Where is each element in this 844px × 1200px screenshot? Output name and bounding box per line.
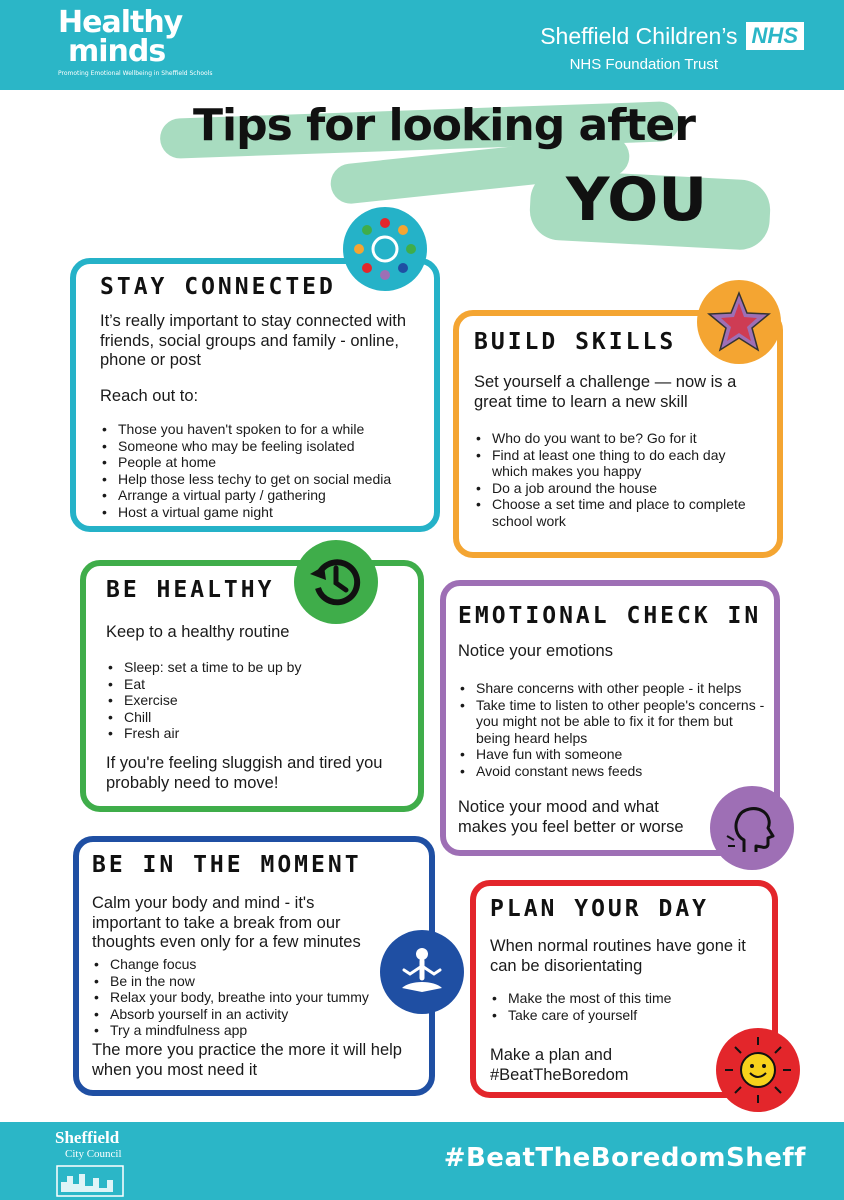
card-title: EMOTIONAL CHECK IN xyxy=(458,603,762,629)
list-item: • Find at least one thing to do each day which makes you happy xyxy=(474,447,764,480)
list-item: • Those you haven't spoken to for a while xyxy=(100,421,430,438)
card-lead-text: Calm your body and mind - it's important to take a break from our thoughts even only for a few minutes xyxy=(92,894,361,951)
healthy-minds-logo xyxy=(58,5,213,77)
list-item: • Fresh air xyxy=(106,725,406,742)
list-item: • Take care of yourself xyxy=(490,1007,760,1024)
list-item: • Take time to listen to other people's concerns - you might not be able to fix it for them but being heard helps xyxy=(458,697,768,747)
sheffield-city-council-logo xyxy=(55,1128,125,1198)
bullet-list-be-healthy xyxy=(106,659,406,742)
head-icon xyxy=(710,786,794,870)
nhs-badge: NHS xyxy=(746,22,804,50)
card-title: BE HEALTHY xyxy=(106,577,275,603)
list-item: • Share concerns with other people - it helps xyxy=(458,680,768,697)
list-item: • Who do you want to be? Go for it xyxy=(474,430,764,447)
bullet-list-emotional xyxy=(458,680,768,779)
card-lead-text: Keep to a healthy routine xyxy=(106,623,290,641)
list-item: • Someone who may be feeling isolated xyxy=(100,438,430,455)
card-footer-text: Make a plan and #BeatTheBoredom xyxy=(490,1046,629,1084)
list-item: • Choose a set time and place to complete school work xyxy=(474,496,764,529)
nhs-trust-logo xyxy=(540,22,804,73)
hashtag-text: #BeatTheBoredomSheff xyxy=(443,1143,806,1173)
page-title: Tips for looking after xyxy=(193,100,695,151)
card-footer-text: If you're feeling sluggish and tired you probably need to move! xyxy=(106,754,383,792)
list-item: • People at home xyxy=(100,454,430,471)
list-item: • Absorb yourself in an activity xyxy=(92,1006,382,1023)
list-item: • Arrange a virtual party / gathering xyxy=(100,487,430,504)
bullet-list-stay-connected xyxy=(100,421,430,520)
star-icon xyxy=(697,280,781,364)
list-item: • Help those less techy to get on social media xyxy=(100,471,430,488)
list-item: • Exercise xyxy=(106,692,406,709)
list-item: • Sleep: set a time to be up by xyxy=(106,659,406,676)
list-item: • Eat xyxy=(106,676,406,693)
list-item: • Be in the now xyxy=(92,973,382,990)
list-item: • Have fun with someone xyxy=(458,746,768,763)
card-title: STAY CONNECTED xyxy=(100,274,336,300)
card-lead-text: Set yourself a challenge — now is a great time to learn a new skill xyxy=(474,373,737,411)
card-lead-text: When normal routines have gone it can be disorientating xyxy=(490,937,746,975)
logo-line-1: Healthy xyxy=(58,5,183,40)
card-title: BUILD SKILLS xyxy=(474,329,677,355)
people-circle-icon xyxy=(343,207,427,291)
list-item: • Chill xyxy=(106,709,406,726)
list-item: • Do a job around the house xyxy=(474,480,764,497)
card-lead-text: Notice your emotions xyxy=(458,642,613,660)
trust-subtitle: NHS Foundation Trust xyxy=(569,56,718,73)
list-item: • Avoid constant news feeds xyxy=(458,763,768,780)
bullet-list-plan xyxy=(490,990,760,1023)
card-title: PLAN YOUR DAY xyxy=(490,896,710,922)
list-item: • Try a mindfulness app xyxy=(92,1022,382,1039)
card-lead-text: It’s really important to stay connected with friends, social groups and family - online, phone or post xyxy=(100,312,407,369)
card-title: BE IN THE MOMENT xyxy=(92,852,362,878)
bullet-list-moment xyxy=(92,956,382,1039)
list-item: • Change focus xyxy=(92,956,382,973)
list-item: • Relax your body, breathe into your tummy xyxy=(92,989,382,1006)
page-title-you: YOU xyxy=(566,165,708,235)
bullet-list-build-skills xyxy=(474,430,764,529)
logo-tagline: Promoting Emotional Wellbeing in Sheffield Schools xyxy=(58,70,213,77)
card-footer-text: The more you practice the more it will help when you most need it xyxy=(92,1041,402,1079)
list-item: • Make the most of this time xyxy=(490,990,760,1007)
meditation-icon xyxy=(380,930,464,1014)
council-name: Sheffield xyxy=(55,1128,120,1147)
trust-name: Sheffield Children’s xyxy=(540,22,738,49)
card-footer-text: Notice your mood and what makes you feel better or worse xyxy=(458,798,684,836)
clock-icon xyxy=(294,540,378,624)
card-subheading: Reach out to: xyxy=(100,387,199,405)
council-subtitle: City Council xyxy=(65,1148,122,1160)
city-skyline-icon xyxy=(55,1164,125,1198)
logo-line-2: minds xyxy=(68,34,166,69)
list-item: • Host a virtual game night xyxy=(100,504,430,521)
sun-icon xyxy=(716,1028,800,1112)
